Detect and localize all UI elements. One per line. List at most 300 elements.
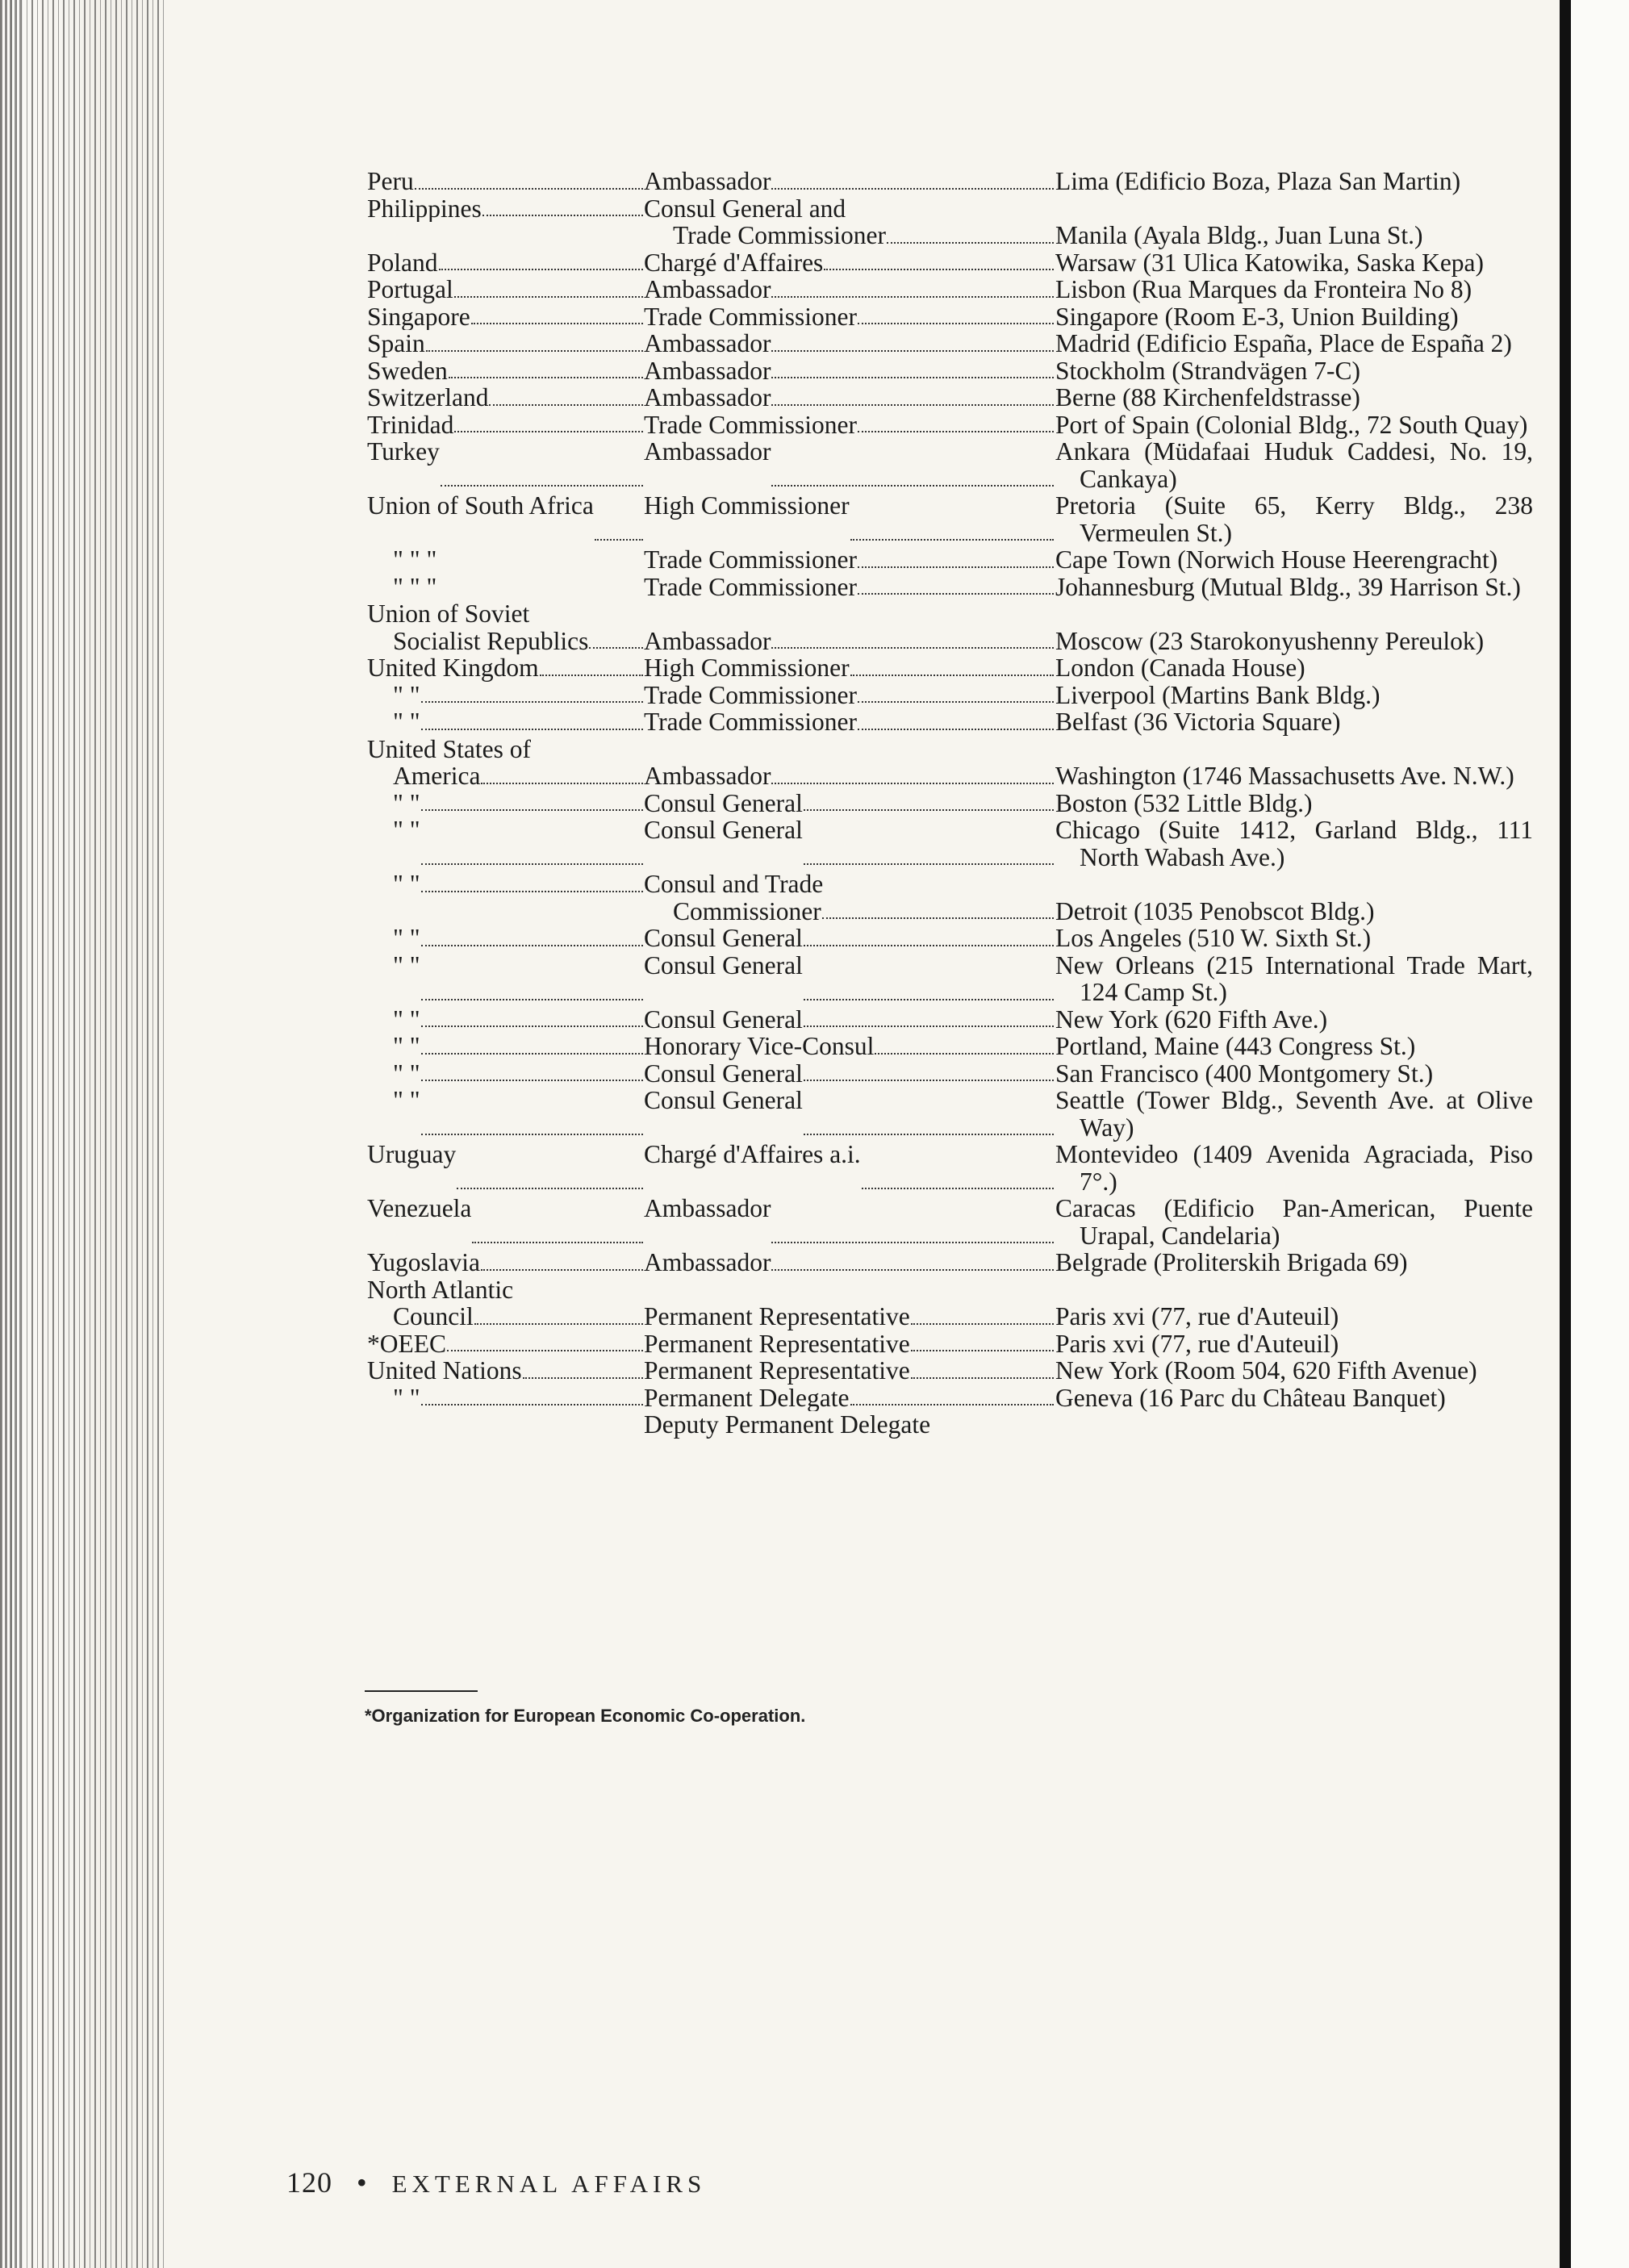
country-name: Uruguay: [367, 1141, 457, 1168]
entry-row: [367, 276, 1533, 303]
dot-leader: [850, 675, 1054, 676]
dot-leader: [875, 1053, 1054, 1055]
country-cell: [367, 952, 644, 1006]
entry-row: [367, 790, 1533, 817]
location-address: [1055, 871, 1533, 898]
location-address: [1055, 736, 1533, 763]
entry-row: [367, 222, 1533, 249]
location-address: London (Canada House): [1055, 654, 1305, 682]
entry-row: [367, 546, 1533, 574]
country-cell: [367, 762, 644, 790]
dot-leader: [447, 1350, 643, 1351]
country-name: United Nations: [367, 1357, 522, 1385]
post-cell: [644, 1249, 1055, 1276]
country-cell: [367, 1330, 644, 1358]
post-cell: [644, 1087, 1055, 1141]
page-footer: [286, 2166, 706, 2199]
dot-leader: [439, 269, 643, 270]
post-title: Consul General: [644, 1005, 803, 1033]
country-cell: [367, 790, 644, 817]
location-address: Montevideo (1409 Avenida Agraciada, Piso 7°.): [1055, 1140, 1533, 1196]
post-title: Consul General: [644, 951, 803, 979]
dot-leader: [824, 269, 1054, 270]
entry-row: [367, 384, 1533, 411]
country-cell: [367, 925, 644, 952]
post-title: Ambassador: [644, 627, 771, 654]
post-cell: [644, 628, 1055, 655]
country-cell: [367, 1141, 644, 1195]
country-cell: [367, 195, 644, 223]
entry-row: [367, 708, 1533, 736]
entry-row: [367, 898, 1533, 925]
location-address: Stockholm (Strandvägen 7-C): [1055, 356, 1360, 385]
dot-leader: [595, 539, 643, 541]
dot-leader: [523, 1377, 643, 1379]
entry-row: [367, 654, 1533, 682]
dot-leader: [804, 945, 1054, 946]
post-title: Consul General: [644, 789, 803, 817]
entry-row: [367, 682, 1533, 709]
post-title: Ambassador: [644, 330, 771, 357]
dot-leader: [454, 431, 643, 432]
dot-leader: [804, 1134, 1054, 1135]
post-cell: [644, 1411, 1055, 1439]
country-name: America: [393, 762, 481, 790]
post-cell: [644, 384, 1055, 411]
post-cell: [644, 492, 1055, 546]
post-cell: [644, 952, 1055, 1006]
dot-leader: [771, 1269, 1054, 1271]
dot-leader: [481, 783, 643, 784]
entry-row: [367, 1303, 1533, 1330]
country-cell: [367, 628, 644, 655]
country-name: United States of: [367, 735, 531, 762]
dot-leader: [421, 701, 643, 703]
entry-row: [367, 195, 1533, 223]
dot-leader: [850, 539, 1054, 541]
post-cell: [644, 1033, 1055, 1060]
location-address: Berne (88 Kirchenfeldstrasse): [1055, 383, 1360, 411]
entry-row: [367, 1006, 1533, 1034]
post-cell: [644, 1195, 1055, 1249]
location-address: Pretoria (Suite 65, Kerry Bldg., 238 Vermeulen St.): [1055, 491, 1533, 547]
scanned-page-margin-right: [1571, 0, 1629, 2268]
post-cell: [644, 438, 1055, 492]
post-cell: [644, 736, 1055, 763]
footnote-rule: [365, 1690, 478, 1692]
post-cell: [644, 1006, 1055, 1034]
country-name: " ": [393, 789, 420, 817]
post-cell: [644, 1357, 1055, 1385]
location-address: Paris xvi (77, rue d'Auteuil): [1055, 1329, 1339, 1358]
entry-row: [367, 249, 1533, 277]
location-address: New York (620 Fifth Ave.): [1055, 1005, 1328, 1034]
entry-row: [367, 1276, 1533, 1304]
location-address: [1055, 600, 1533, 628]
location-address: Geneva (16 Parc du Château Banquet): [1055, 1383, 1446, 1412]
country-cell: [367, 817, 644, 871]
location-address: New Orleans (215 International Trade Mart, 124 Camp St.): [1055, 950, 1533, 1006]
country-cell: [367, 600, 644, 628]
country-cell: [367, 249, 644, 277]
dot-leader: [421, 999, 643, 1000]
footer-bullet: •: [357, 2166, 368, 2199]
country-name: " ": [393, 925, 420, 952]
country-cell: [367, 898, 644, 925]
post-title: Honorary Vice-Consul: [644, 1033, 875, 1060]
post-title: Trade Commissioner: [644, 708, 857, 736]
post-title: Trade Commissioner: [644, 573, 857, 600]
country-name: Venezuela: [367, 1195, 472, 1222]
entry-row: [367, 1087, 1533, 1141]
dot-leader: [457, 1188, 643, 1189]
entry-row: [367, 952, 1533, 1006]
post-cell: [644, 925, 1055, 952]
post-cell: [644, 357, 1055, 385]
country-name: " ": [393, 1059, 420, 1087]
dot-leader: [911, 1377, 1054, 1379]
country-cell: [367, 411, 644, 439]
location-address: [1055, 1276, 1533, 1304]
post-title: Trade Commissioner: [644, 411, 857, 438]
post-cell: [644, 898, 1055, 925]
dot-leader: [911, 1350, 1054, 1351]
post-cell: [644, 708, 1055, 736]
post-title: Ambassador: [644, 384, 771, 411]
location-address: Caracas (Edificio Pan-American, Puente Urapal, Candelaria): [1055, 1194, 1533, 1250]
entry-row: [367, 357, 1533, 385]
country-cell: [367, 1249, 644, 1276]
dot-leader: [771, 783, 1054, 784]
entry-row: [367, 736, 1533, 763]
scanned-binding-right: [1560, 0, 1571, 2268]
country-cell: [367, 303, 644, 331]
entry-row: [367, 1195, 1533, 1249]
country-name: " ": [393, 708, 420, 736]
post-cell: [644, 330, 1055, 357]
country-cell: [367, 871, 644, 898]
post-title: Trade Commissioner: [644, 681, 857, 708]
entry-row: [367, 600, 1533, 628]
post-title: Trade Commissioner: [644, 546, 857, 574]
post-title: Ambassador: [644, 762, 771, 790]
dot-leader: [887, 242, 1054, 244]
post-title: Chargé d'Affaires: [644, 249, 824, 276]
country-cell: [367, 276, 644, 303]
post-cell: [644, 682, 1055, 709]
country-name: Portugal: [367, 276, 453, 303]
country-cell: [367, 682, 644, 709]
post-title: Ambassador: [644, 357, 771, 384]
country-name: Spain: [367, 330, 425, 357]
post-title: Ambassador: [644, 438, 771, 466]
dot-leader: [771, 188, 1054, 190]
post-title: Consul General: [644, 1059, 803, 1087]
country-name: " ": [393, 1005, 420, 1033]
post-title: High Commissioner: [644, 654, 850, 682]
dot-leader: [858, 593, 1054, 595]
dot-leader: [489, 404, 643, 406]
dot-leader: [850, 1404, 1054, 1405]
running-title: EXTERNAL AFFAIRS: [391, 2170, 707, 2198]
location-address: Lisbon (Rua Marques da Fronteira No 8): [1055, 275, 1472, 303]
dot-leader: [482, 215, 643, 216]
country-name: Peru: [367, 168, 414, 195]
country-cell: [367, 168, 644, 195]
country-name: Sweden: [367, 357, 448, 384]
location-address: Seattle (Tower Bldg., Seventh Ave. at Olive Way): [1055, 1086, 1533, 1142]
location-address: Singapore (Room E-3, Union Building): [1055, 302, 1459, 331]
country-name: Union of Soviet: [367, 600, 530, 628]
dot-leader: [471, 323, 643, 324]
country-cell: [367, 1087, 644, 1141]
location-address: Moscow (23 Starokonyushenny Pereulok): [1055, 626, 1485, 655]
entry-row: [367, 925, 1533, 952]
post-title: Consul General: [644, 1087, 803, 1114]
country-cell: [367, 736, 644, 763]
post-cell: [644, 1276, 1055, 1304]
country-name: " ": [393, 1384, 420, 1411]
post-title: Chargé d'Affaires a.i.: [644, 1141, 861, 1168]
entry-row: [367, 1060, 1533, 1088]
location-address: San Francisco (400 Montgomery St.): [1055, 1059, 1434, 1088]
location-address: Warsaw (31 Ulica Katowika, Saska Kepa): [1055, 248, 1485, 277]
entry-row: [367, 492, 1533, 546]
country-cell: [367, 654, 644, 682]
location-address: Los Angeles (510 W. Sixth St.): [1055, 924, 1372, 952]
dot-leader: [415, 188, 643, 190]
country-name: Turkey: [367, 438, 440, 466]
post-title: High Commissioner: [644, 492, 850, 520]
country-cell: [367, 708, 644, 736]
entry-row: [367, 628, 1533, 655]
dot-leader: [771, 647, 1054, 649]
dot-leader: [540, 675, 643, 676]
post-title: Ambassador: [644, 1195, 771, 1222]
entry-row: [367, 1141, 1533, 1195]
dot-leader: [804, 863, 1054, 865]
entry-row: [367, 330, 1533, 357]
dot-leader: [421, 863, 643, 865]
location-address: Chicago (Suite 1412, Garland Bldg., 111 North Wabash Ave.): [1055, 816, 1533, 871]
dot-leader: [421, 1134, 643, 1135]
country-name: " ": [393, 1033, 420, 1060]
dot-leader: [421, 1080, 643, 1081]
country-name: North Atlantic: [367, 1276, 514, 1303]
post-cell: [644, 817, 1055, 871]
post-cell: [644, 222, 1055, 249]
post-title: Trade Commissioner: [673, 222, 886, 249]
country-cell: [367, 574, 644, 601]
dot-leader: [421, 1404, 643, 1405]
post-title: Commissioner: [673, 897, 821, 925]
entry-row: [367, 871, 1533, 898]
dot-leader: [421, 809, 643, 811]
post-cell: [644, 1303, 1055, 1330]
entry-row: [367, 1249, 1533, 1276]
country-cell: [367, 330, 644, 357]
location-address: Johannesburg (Mutual Bldg., 39 Harrison St.): [1055, 572, 1521, 601]
page-number: 120: [286, 2166, 332, 2199]
post-title: Permanent Delegate: [644, 1384, 850, 1411]
dot-leader: [804, 999, 1054, 1000]
dot-leader: [421, 1025, 643, 1027]
post-title: Ambassador: [644, 276, 771, 303]
post-cell: [644, 1330, 1055, 1358]
post-title: Deputy Permanent Delegate: [644, 1411, 931, 1439]
country-name: " ": [393, 1087, 420, 1114]
location-address: [1055, 195, 1533, 223]
post-cell: [644, 762, 1055, 790]
country-name: United Kingdom: [367, 654, 539, 682]
post-cell: [644, 871, 1055, 898]
entry-row: [367, 1330, 1533, 1358]
post-title: Consul and Trade: [644, 871, 824, 898]
post-title: Consul General and: [644, 194, 846, 222]
dot-leader: [421, 891, 643, 892]
post-cell: [644, 600, 1055, 628]
location-address: Ankara (Müdafaai Huduk Caddesi, No. 19, Cankaya): [1055, 437, 1533, 493]
country-cell: [367, 492, 644, 546]
post-cell: [644, 1385, 1055, 1412]
country-name: Philippines: [367, 194, 482, 222]
dot-leader: [858, 431, 1054, 432]
dot-leader: [474, 1323, 643, 1325]
dot-leader: [771, 350, 1054, 352]
entry-row: [367, 817, 1533, 871]
country-name: Poland: [367, 249, 438, 276]
country-cell: [367, 1195, 644, 1249]
location-address: Portland, Maine (443 Congress St.): [1055, 1032, 1416, 1060]
post-cell: [644, 654, 1055, 682]
entry-row: [367, 168, 1533, 195]
entry-row: [367, 574, 1533, 601]
dot-leader: [804, 809, 1054, 811]
country-name: *OEEC: [367, 1330, 446, 1357]
location-address: Boston (532 Little Bldg.): [1055, 788, 1313, 817]
post-cell: [644, 1141, 1055, 1195]
diplomatic-posts-list: [367, 168, 1533, 1439]
post-title: Trade Commissioner: [644, 303, 857, 330]
location-address: Belgrade (Proliterskih Brigada 69): [1055, 1248, 1408, 1276]
dot-leader: [426, 350, 643, 352]
country-cell: [367, 1060, 644, 1088]
post-cell: [644, 411, 1055, 439]
entry-row: [367, 1033, 1533, 1060]
post-cell: [644, 249, 1055, 277]
country-cell: [367, 1357, 644, 1385]
post-cell: [644, 790, 1055, 817]
location-address: Paris xvi (77, rue d'Auteuil): [1055, 1302, 1339, 1330]
dot-leader: [862, 1188, 1054, 1189]
entry-row: [367, 1411, 1533, 1439]
location-address: [1055, 1411, 1533, 1439]
country-name: " " ": [393, 546, 437, 574]
dot-leader: [858, 566, 1054, 568]
location-address: Washington (1746 Massachusetts Ave. N.W.): [1055, 762, 1514, 790]
post-title: Permanent Representative: [644, 1330, 910, 1357]
country-name: Singapore: [367, 303, 470, 330]
dot-leader: [449, 377, 643, 378]
post-title: Consul General: [644, 817, 803, 844]
dot-leader: [481, 1269, 643, 1271]
dot-leader: [822, 917, 1054, 919]
post-cell: [644, 276, 1055, 303]
location-address: New York (Room 504, 620 Fifth Avenue): [1055, 1356, 1477, 1385]
footnote: *Organization for European Economic Co-operation.: [365, 1706, 806, 1726]
country-cell: [367, 1303, 644, 1330]
country-cell: [367, 1006, 644, 1034]
entry-row: [367, 762, 1533, 790]
location-address: Belfast (36 Victoria Square): [1055, 708, 1341, 736]
post-cell: [644, 1060, 1055, 1088]
entry-row: [367, 1357, 1533, 1385]
country-cell: [367, 1411, 644, 1439]
dot-leader: [804, 1080, 1054, 1081]
post-cell: [644, 195, 1055, 223]
dot-leader: [858, 729, 1054, 730]
location-address: Manila (Ayala Bldg., Juan Luna St.): [1055, 221, 1423, 249]
country-cell: [367, 546, 644, 574]
country-name: Socialist Republics: [393, 627, 589, 654]
country-cell: [367, 357, 644, 385]
location-address: Port of Spain (Colonial Bldg., 72 South Quay): [1055, 410, 1528, 439]
dot-leader: [421, 729, 643, 730]
dot-leader: [858, 323, 1054, 324]
dot-leader: [771, 296, 1054, 298]
location-address: Cape Town (Norwich House Heerengracht): [1055, 545, 1498, 574]
country-name: Union of South Africa: [367, 492, 594, 520]
post-title: Consul General: [644, 925, 803, 952]
post-cell: [644, 546, 1055, 574]
dot-leader: [771, 1242, 1054, 1243]
country-name: " ": [393, 681, 420, 708]
dot-leader: [454, 296, 643, 298]
location-address: Madrid (Edificio España, Place de España 2): [1055, 329, 1512, 357]
location-address: Lima (Edificio Boza, Plaza San Martin): [1055, 167, 1461, 195]
dot-leader: [771, 485, 1054, 487]
country-cell: [367, 384, 644, 411]
post-cell: [644, 168, 1055, 195]
country-name: Yugoslavia: [367, 1249, 480, 1276]
country-cell: [367, 222, 644, 249]
dot-leader: [421, 945, 643, 946]
post-cell: [644, 303, 1055, 331]
dot-leader: [771, 404, 1054, 406]
post-title: Ambassador: [644, 1249, 771, 1276]
country-name: " ": [393, 951, 420, 979]
dot-leader: [858, 701, 1054, 703]
country-name: Trinidad: [367, 411, 454, 438]
scanned-binding-left: [0, 0, 165, 2268]
dot-leader: [472, 1242, 643, 1243]
country-name: Switzerland: [367, 384, 489, 411]
dot-leader: [911, 1323, 1054, 1325]
dot-leader: [441, 485, 643, 487]
country-cell: [367, 1385, 644, 1412]
entry-row: [367, 411, 1533, 439]
country-name: Council: [393, 1303, 474, 1330]
country-name: " " ": [393, 573, 437, 600]
entry-row: [367, 1385, 1533, 1412]
country-cell: [367, 438, 644, 492]
country-cell: [367, 1033, 644, 1060]
location-address: Liverpool (Martins Bank Bldg.): [1055, 680, 1380, 709]
dot-leader: [804, 1025, 1054, 1027]
post-cell: [644, 574, 1055, 601]
country-name: " ": [393, 817, 420, 844]
dot-leader: [589, 647, 643, 649]
